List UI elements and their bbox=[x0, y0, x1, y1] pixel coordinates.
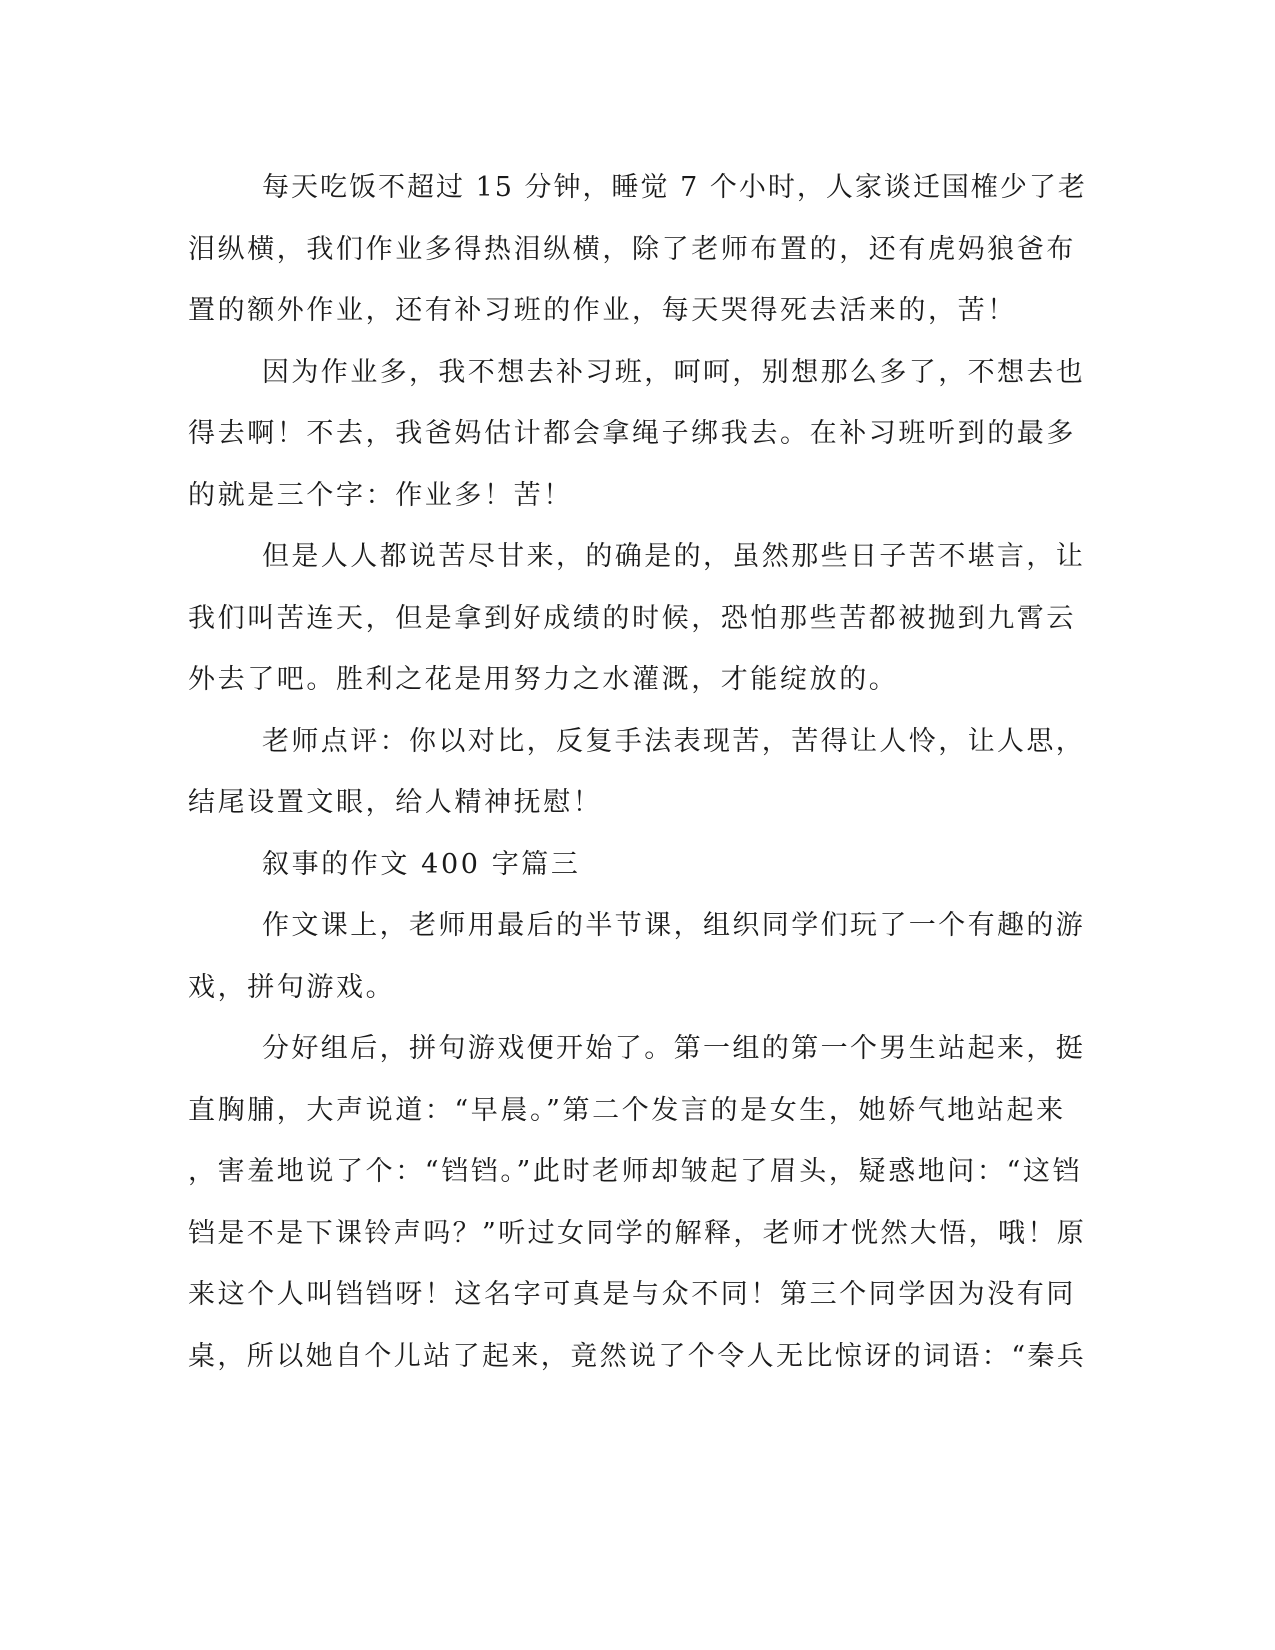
text-line: 我们叫苦连天，但是拿到好成绩的时候，恐怕那些苦都被抛到九霄云 bbox=[188, 602, 1076, 634]
text-line: 来这个人叫铛铛呀！这名字可真是与众不同！第三个同学因为没有同 bbox=[188, 1279, 1076, 1310]
text-line: 每天吃饭不超过 15 分钟，睡觉 7 个小时，人家谈迁国榷少了老 bbox=[262, 172, 1087, 203]
document-body bbox=[188, 157, 1088, 1387]
text-line: 桌，所以她自个儿站了起来，竟然说了个令人无比惊讶的词语：“秦兵 bbox=[188, 1340, 1087, 1372]
text-line: 直胸脯，大声说道：“早晨。”第二个发言的是女生，她娇气地站起来 bbox=[188, 1094, 1066, 1126]
text-line: 置的额外作业，还有补习班的作业，每天哭得死去活来的，苦！ bbox=[188, 295, 1017, 326]
text-line: 结尾设置文眼，给人精神抚慰！ bbox=[188, 787, 603, 818]
text-line: 得去啊！不去，我爸妈估计都会拿绳子绑我去。在补习班听到的最多 bbox=[188, 418, 1076, 449]
text-line: 老师点评：你以对比，反复手法表现苦，苦得让人怜，让人思， bbox=[262, 725, 1086, 757]
text-line: 外去了吧。胜利之花是用努力之水灌溉，才能绽放的。 bbox=[188, 664, 899, 695]
text-line: 分好组后，拼句游戏便开始了。第一组的第一个男生站起来，挺 bbox=[262, 1033, 1086, 1064]
text-line: 但是人人都说苦尽甘来，的确是的，虽然那些日子苦不堪言，让 bbox=[262, 541, 1086, 572]
text-line: 泪纵横，我们作业多得热泪纵横，除了老师布置的，还有虎妈狼爸布 bbox=[188, 233, 1076, 265]
text-line: 作文课上，老师用最后的半节课，组织同学们玩了一个有趣的游 bbox=[262, 910, 1086, 941]
text-line: 戏，拼句游戏。 bbox=[188, 971, 396, 1003]
text-line: ，害羞地说了个：“铛铛。”此时老师却皱起了眉头，疑惑地问：“这铛 bbox=[188, 1156, 1083, 1187]
section-heading: 叙事的作文 400 字篇三 bbox=[262, 848, 581, 880]
text-line: 铛是不是下课铃声吗？”听过女同学的解释，老师才恍然大悟，哦！原 bbox=[188, 1217, 1087, 1249]
text-line: 因为作业多，我不想去补习班，呵呵，别想那么多了，不想去也 bbox=[262, 356, 1086, 388]
text-line: 的就是三个字：作业多！苦！ bbox=[188, 479, 573, 511]
